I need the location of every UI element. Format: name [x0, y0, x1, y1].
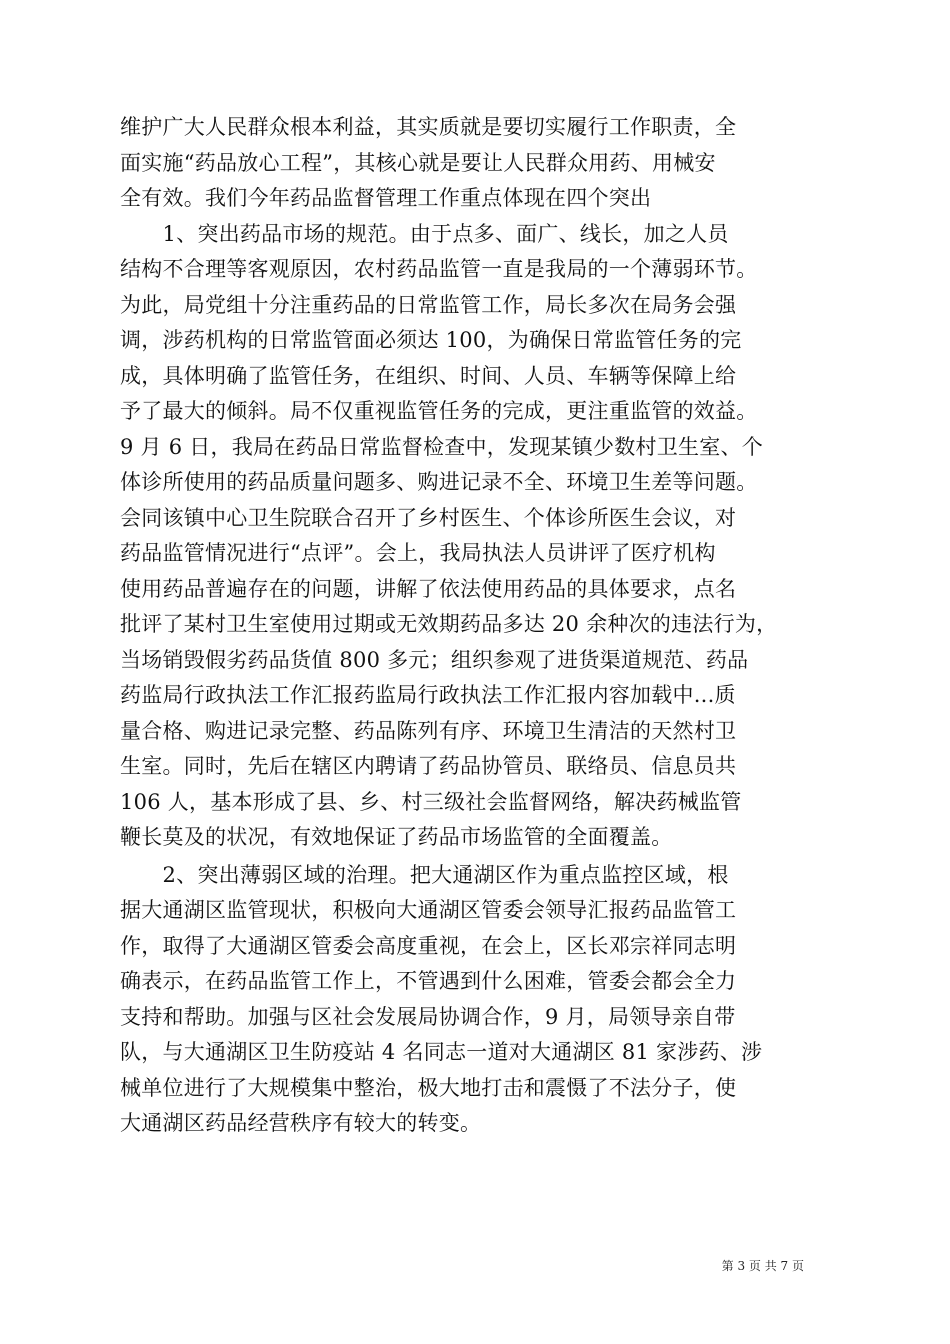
- text-line: 生室。同时，先后在辖区内聘请了药品协管员、联络员、信息员共: [120, 754, 737, 778]
- page-number-footer: 第 3 页 共 7 页: [721, 1259, 804, 1273]
- text-line: 维护广大人民群众根本利益，其实质就是要切实履行工作职责，全: [120, 115, 737, 139]
- text-line: 调，涉药机构的日常监管面必须达 100，为确保日常监管任务的完: [120, 328, 742, 352]
- paragraph-2-heading-line: 2、突出薄弱区域的治理。把大通湖区作为重点监控区域，根: [120, 862, 729, 887]
- text-line: 队，与大通湖区卫生防疫站 4 名同志一道对大通湖区 81 家涉药、涉: [120, 1040, 763, 1064]
- text-line: 予了最大的倾斜。局不仅重视监管任务的完成，更注重监管的效益。: [120, 399, 758, 423]
- text-line: 药监局行政执法工作汇报药监局行政执法工作汇报内容加载中...质: [120, 683, 736, 707]
- text-line: 批评了某村卫生室使用过期或无效期药品多达 20 余种次的违法行为，: [120, 612, 778, 636]
- text-line: 药品监管情况进行“点评”。会上，我局执法人员讲评了医疗机构: [120, 541, 716, 565]
- text-line: 量合格、购进记录完整、药品陈列有序、环境卫生清洁的天然村卫: [120, 718, 737, 743]
- document-body: [120, 110, 836, 1142]
- text-line: 9 月 6 日，我局在药品日常监督检查中，发现某镇少数村卫生室、个: [120, 434, 763, 459]
- text-line: 106 人，基本形成了县、乡、村三级社会监督网络，解决药械监管: [120, 789, 742, 814]
- text-line: 使用药品普遍存在的问题，讲解了依法使用药品的具体要求，点名: [120, 576, 737, 601]
- text-line: 面实施“药品放心工程”，其核心就是要让人民群众用药、用械安: [120, 150, 716, 175]
- text-line: 确表示，在药品监管工作上，不管遇到什么困难，管委会都会全力: [120, 969, 737, 993]
- paragraph-1-heading-line: 1、突出药品市场的规范。由于点多、面广、线长，加之人员: [120, 221, 729, 246]
- text-line: 大通湖区药品经营秩序有较大的转变。: [120, 1111, 482, 1135]
- text-line: 鞭长莫及的状况，有效地保证了药品市场监管的全面覆盖。: [120, 825, 673, 849]
- text-line: 成，具体明确了监管任务，在组织、时间、人员、车辆等保障上给: [120, 363, 737, 388]
- text-line: 会同该镇中心卫生院联合召开了乡村医生、个体诊所医生会议，对: [120, 505, 737, 530]
- text-line: 支持和帮助。加强与区社会发展局协调合作，9 月，局领导亲自带: [120, 1004, 736, 1029]
- text-line: 体诊所使用的药品质量问题多、购进记录不全、环境卫生差等问题。: [120, 470, 758, 494]
- text-line: 械单位进行了大规模集中整治，极大地打击和震慑了不法分子，使: [120, 1075, 737, 1100]
- text-line: 据大通湖区监管现状，积极向大通湖区管委会领导汇报药品监管工: [120, 898, 737, 922]
- text-line: 为此，局党组十分注重药品的日常监管工作，局长多次在局务会强: [120, 292, 737, 317]
- text-line: 作，取得了大通湖区管委会高度重视，在会上，区长邓宗祥同志明: [120, 933, 737, 958]
- text-line: 当场销毁假劣药品货值 800 多元；组织参观了进货渠道规范、药品: [120, 647, 749, 672]
- text-line: 全有效。我们今年药品监督管理工作重点体现在四个突出: [120, 186, 652, 210]
- text-line: 结构不合理等客观原因，农村药品监管一直是我局的一个薄弱环节。: [120, 257, 758, 281]
